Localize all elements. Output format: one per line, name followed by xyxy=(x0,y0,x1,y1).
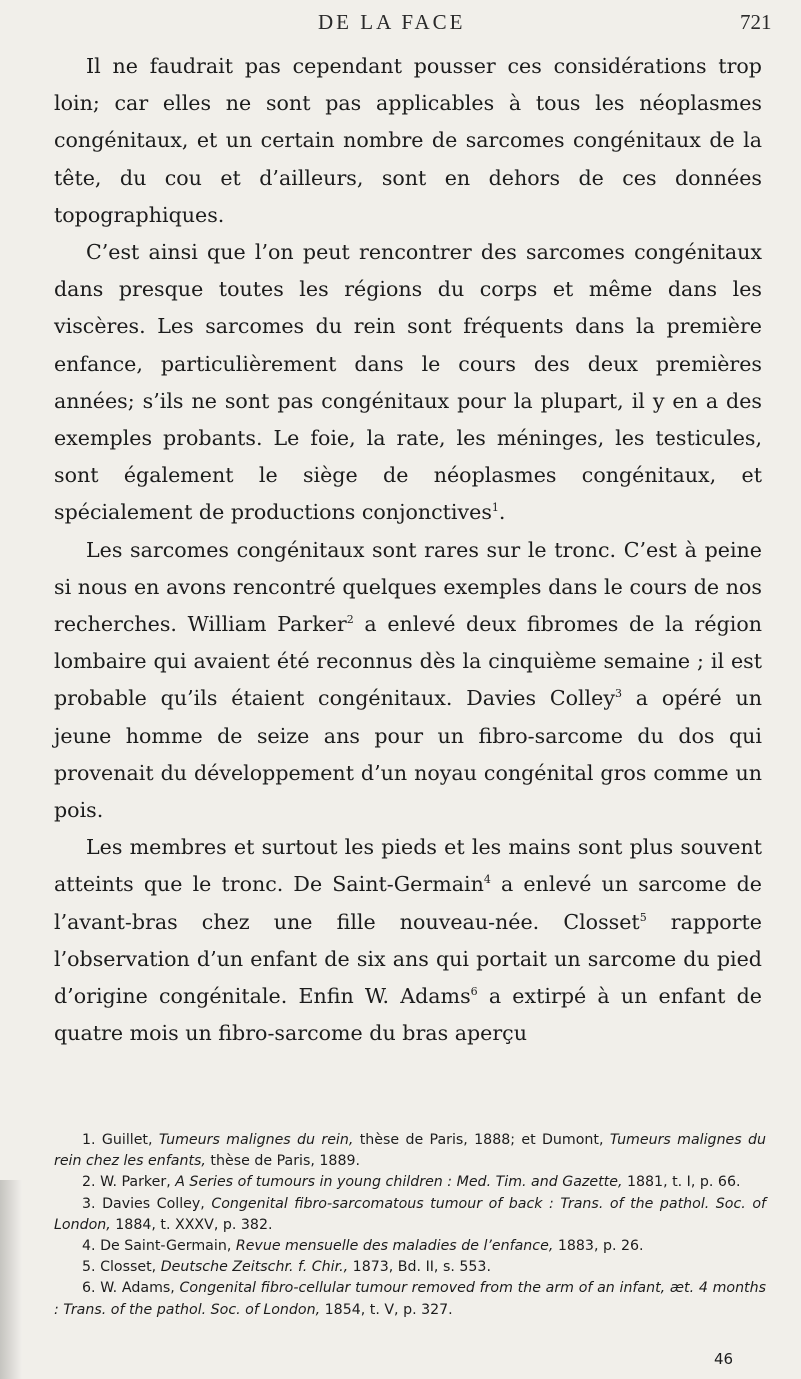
footnote-number: 5. xyxy=(82,1259,96,1276)
paragraph-text: Les sarcomes congénitaux sont rares sur le tronc. C’est à peine si nous en avons rencontré quelques exemples dans le cours de nos recherches. William Parker xyxy=(54,537,762,637)
page-number: 721 xyxy=(740,10,772,34)
paragraph-text: C’est ainsi que l’on peut rencontrer des sarcomes congénitaux dans presque toutes les régions du corps et même dans les viscères. Les sarcomes du rein sont fréquents dans la première enfance, particulièrement dans le cours des deux premières années; s’ils ne sont pas congénitaux pour la plupart, il y en a des exemples probants. Le foie, la rate, les méninges, les testicules, sont également le siège de néoplasmes congénitaux, et spécialement de productions conjonctives xyxy=(54,240,762,525)
paragraph xyxy=(54,829,762,1052)
footnote-text: 1884, t. XXXV, p. 382. xyxy=(110,1216,273,1233)
paragraph-text: a enlevé un sarcome de l’avant-bras chez une fille nouveau-née. Closset xyxy=(54,872,762,934)
paragraph-text: . xyxy=(498,500,506,525)
footnote-text: 1873, Bd. II, s. 553. xyxy=(348,1259,491,1276)
footnote-number: 6. xyxy=(82,1280,96,1297)
binding-shadow xyxy=(0,1180,22,1379)
footnote-title: Congenital fibro-sarcomatous tumour of back : Trans. of the pathol. Soc. of London, xyxy=(54,1195,766,1233)
page-header xyxy=(0,10,801,46)
footnote-text: 1881, t. I, p. 66. xyxy=(622,1174,741,1191)
paragraph-text: a opéré un jeune homme de seize ans pour un fibro-sarcome du dos qui provenait du développement d’un noyau congénital gros comme un pois. xyxy=(54,686,762,823)
paragraph-text: rapporte l’observation d’un enfant de six ans qui portait un sarcome du pied d’origine congénitale. Enfin W. Adams xyxy=(54,909,762,1009)
footnote-author: W. Parker, xyxy=(100,1174,176,1191)
paragraph xyxy=(54,532,762,830)
footnote-title: Tumeurs malignes du rein, xyxy=(158,1132,354,1148)
paragraph-text: Il ne faudrait pas cependant pousser ces considérations trop loin; car elles ne sont pas applicables à tous les néoplasmes congénitaux, et un certain nombre de sarcomes congénitaux de la tête, du cou et d’ailleurs, sont en dehors de ces données topographiques. xyxy=(54,54,762,227)
footnote xyxy=(54,1172,766,1193)
footnote-ref: 4 xyxy=(483,873,491,887)
paragraph-text: Les membres et surtout les pieds et les mains sont plus souvent atteints que le tronc. De Saint-Germain xyxy=(54,835,762,897)
footnotes xyxy=(54,1130,766,1321)
footnote-author: Davies Colley, xyxy=(102,1195,212,1212)
footnote-number: 1. xyxy=(82,1132,96,1148)
footnote-text: 1854, t. V, p. 327. xyxy=(320,1301,453,1318)
paragraph-text: a enlevé deux fibromes de la région lombaire qui avaient été reconnus dès la cinquième semaine ; il est probable qu’ils étaient congénitaux. Davies Colley xyxy=(54,612,762,711)
footnote-text: 1883, p. 26. xyxy=(553,1238,644,1255)
footnote-author: Guillet, xyxy=(101,1132,159,1148)
footnote-text: thèse de Paris, 1889. xyxy=(205,1153,361,1170)
footnote-number: 3. xyxy=(82,1195,96,1212)
footnote-ref: 3 xyxy=(614,687,622,701)
footnote-title: Deutsche Zeitschr. f. Chir., xyxy=(160,1259,349,1276)
footnote xyxy=(54,1130,766,1172)
footnote-author: W. Adams, xyxy=(100,1280,180,1297)
footnote-ref: 5 xyxy=(639,910,647,924)
footnote-author: Closset, xyxy=(100,1259,161,1276)
main-text xyxy=(54,48,762,1052)
footnote-number: 4. xyxy=(82,1238,96,1255)
footnote-title: Congenital fibro-cellular tumour removed from the arm of an infant, æt. 4 months : Trans. of the pathol. Soc. of London, xyxy=(54,1280,767,1318)
footnote-ref: 2 xyxy=(346,613,354,627)
footnote xyxy=(54,1278,766,1320)
footnote-ref: 1 xyxy=(491,501,499,515)
footnote xyxy=(54,1257,766,1278)
signature-mark: 46 xyxy=(714,1350,734,1368)
footnote-title: Tumeurs malignes du rein chez les enfants, xyxy=(54,1132,767,1170)
footnote-title: A Series of tumours in young children : Med. Tim. and Gazette, xyxy=(175,1174,623,1191)
footnote-ref: 6 xyxy=(470,985,478,999)
paragraph-text: a extirpé à un enfant de quatre mois un fibro-sarcome du bras aperçu xyxy=(54,984,762,1046)
paragraph xyxy=(54,48,762,234)
footnote-number: 2. xyxy=(82,1174,96,1191)
footnote-author: De Saint-Germain, xyxy=(100,1238,236,1255)
footnote xyxy=(54,1236,766,1257)
footnote-title: Revue mensuelle des maladies de l’enfance, xyxy=(235,1238,554,1255)
footnote-text: thèse de Paris, 1888; et Dumont, xyxy=(353,1132,610,1148)
paragraph xyxy=(54,234,762,532)
footnote xyxy=(54,1194,766,1236)
running-title: DE LA FACE xyxy=(318,10,466,34)
